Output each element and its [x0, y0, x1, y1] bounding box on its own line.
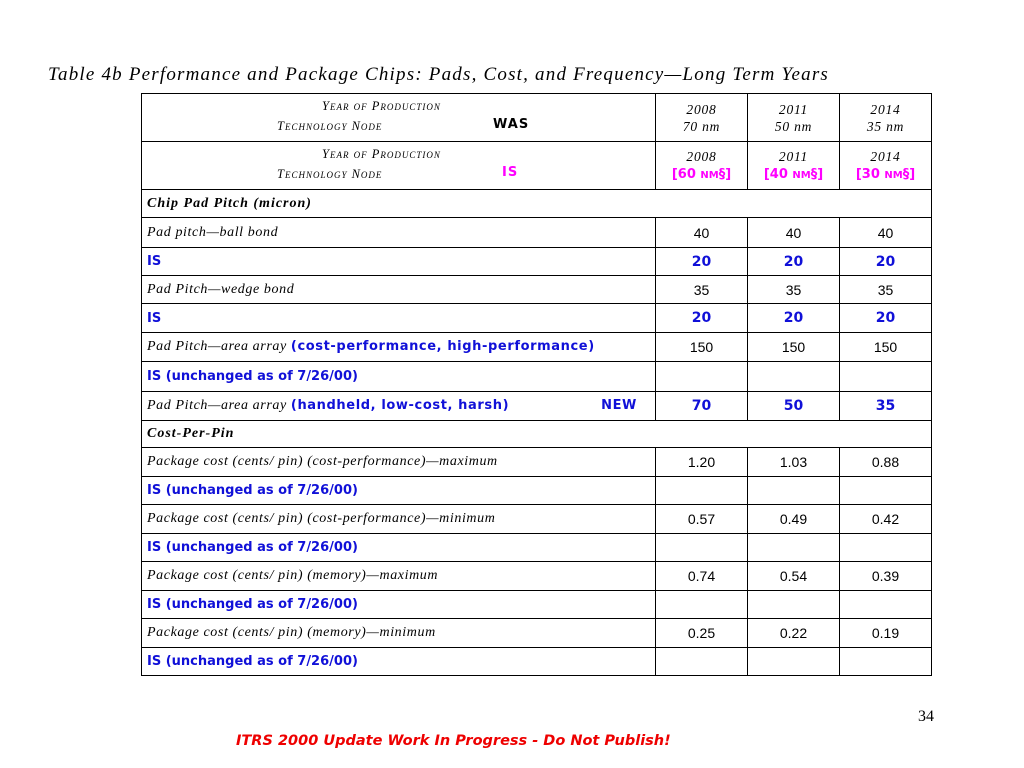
section-chip-pad-pitch: Chip Pad Pitch (micron): [142, 190, 932, 218]
empty-cell: [748, 362, 840, 392]
header-is-2014: 2014 [30 NM§]: [840, 142, 932, 190]
cell-value: 1.20: [656, 448, 748, 477]
year-of-production-label: Year of Production: [322, 146, 441, 161]
row-label-is: IS (unchanged as of 7/26/00): [142, 648, 656, 676]
table-row: [142, 448, 932, 477]
empty-cell: [748, 591, 840, 619]
table-row: [142, 333, 932, 362]
cell-value: 50: [748, 392, 840, 421]
empty-cell: [840, 477, 932, 505]
row-label: Pad Pitch—area array (cost-performance, high-performance): [142, 333, 656, 362]
row-label: Package cost (cents/ pin) (cost-performance)—minimum: [142, 505, 656, 534]
cell-value: 0.74: [656, 562, 748, 591]
empty-cell: [748, 648, 840, 676]
cell-value: 0.25: [656, 619, 748, 648]
cell-value: 20: [748, 304, 840, 333]
row-label: Pad Pitch—area array (handheld, low-cost, harsh) NEW: [142, 392, 656, 421]
empty-cell: [656, 648, 748, 676]
footer-notice: ITRS 2000 Update Work In Progress - Do Not Publish!: [236, 733, 671, 749]
data-table: [141, 93, 932, 676]
row-label-is: IS (unchanged as of 7/26/00): [142, 362, 656, 392]
technology-node-label: Technology Node: [277, 166, 383, 181]
cell-value: 70: [656, 392, 748, 421]
table-row: [142, 477, 932, 505]
header-label-cell: [142, 94, 656, 142]
cell-value: 40: [656, 218, 748, 248]
cell-value: 35: [840, 276, 932, 304]
cell-value: 150: [656, 333, 748, 362]
empty-cell: [656, 534, 748, 562]
table-row: [142, 218, 932, 248]
was-tag: WAS: [493, 116, 530, 132]
table-row: [142, 304, 932, 333]
table-row: [142, 562, 932, 591]
header-label-cell: [142, 142, 656, 190]
section-row: [142, 190, 932, 218]
year-of-production-label: Year of Production: [322, 98, 441, 113]
cell-value: 40: [840, 218, 932, 248]
row-label: Package cost (cents/ pin) (cost-performance)—maximum: [142, 448, 656, 477]
cell-value: 0.54: [748, 562, 840, 591]
table-row: [142, 248, 932, 276]
header-row-was: [142, 94, 932, 142]
cell-value: 0.49: [748, 505, 840, 534]
cell-value: 150: [840, 333, 932, 362]
cell-value: 150: [748, 333, 840, 362]
cell-value: 20: [656, 304, 748, 333]
cell-value: 20: [840, 248, 932, 276]
cell-value: 0.88: [840, 448, 932, 477]
row-label: Package cost (cents/ pin) (memory)—maximum: [142, 562, 656, 591]
cell-value: 0.57: [656, 505, 748, 534]
table-row: [142, 591, 932, 619]
empty-cell: [840, 648, 932, 676]
empty-cell: [748, 534, 840, 562]
table-row: [142, 505, 932, 534]
cell-value: 0.42: [840, 505, 932, 534]
row-label-is: IS (unchanged as of 7/26/00): [142, 477, 656, 505]
section-cost-per-pin: Cost-Per-Pin: [142, 421, 932, 448]
empty-cell: [840, 591, 932, 619]
row-label-is: IS: [142, 248, 656, 276]
row-label-qualifier: (cost-performance, high-performance): [290, 339, 595, 354]
empty-cell: [748, 477, 840, 505]
empty-cell: [840, 362, 932, 392]
empty-cell: [840, 534, 932, 562]
row-label: Pad Pitch—wedge bond: [142, 276, 656, 304]
header-was-2011: 2011 50 nm: [748, 94, 840, 142]
row-label-is: IS: [142, 304, 656, 333]
cell-value: 0.22: [748, 619, 840, 648]
empty-cell: [656, 362, 748, 392]
table-row: [142, 648, 932, 676]
table-row: [142, 362, 932, 392]
new-tag: NEW: [601, 398, 637, 413]
row-label: Package cost (cents/ pin) (memory)—minimum: [142, 619, 656, 648]
cell-value: 20: [840, 304, 932, 333]
row-label-qualifier: (handheld, low-cost, harsh): [290, 398, 510, 413]
row-label-is: IS (unchanged as of 7/26/00): [142, 534, 656, 562]
cell-value: 35: [656, 276, 748, 304]
header-is-2008: 2008 [60 NM§]: [656, 142, 748, 190]
header-was-2008: 2008 70 nm: [656, 94, 748, 142]
empty-cell: [656, 591, 748, 619]
table-row: [142, 276, 932, 304]
empty-cell: [656, 477, 748, 505]
section-row: [142, 421, 932, 448]
header-was-2014: 2014 35 nm: [840, 94, 932, 142]
table-title: Table 4b Performance and Package Chips: Pads, Cost, and Frequency—Long Term Years: [48, 64, 830, 85]
header-is-2011: 2011 [40 NM§]: [748, 142, 840, 190]
page-number: 34: [918, 708, 934, 725]
cell-value: 35: [748, 276, 840, 304]
cell-value: 0.19: [840, 619, 932, 648]
cell-value: 35: [840, 392, 932, 421]
header-row-is: [142, 142, 932, 190]
row-label-is: IS (unchanged as of 7/26/00): [142, 591, 656, 619]
cell-value: 1.03: [748, 448, 840, 477]
cell-value: 0.39: [840, 562, 932, 591]
table-row: [142, 534, 932, 562]
table-row: [142, 392, 932, 421]
is-tag: IS: [502, 164, 519, 180]
row-label: Pad pitch—ball bond: [142, 218, 656, 248]
cell-value: 20: [656, 248, 748, 276]
technology-node-label: Technology Node: [277, 118, 383, 133]
table-row: [142, 619, 932, 648]
cell-value: 20: [748, 248, 840, 276]
cell-value: 40: [748, 218, 840, 248]
